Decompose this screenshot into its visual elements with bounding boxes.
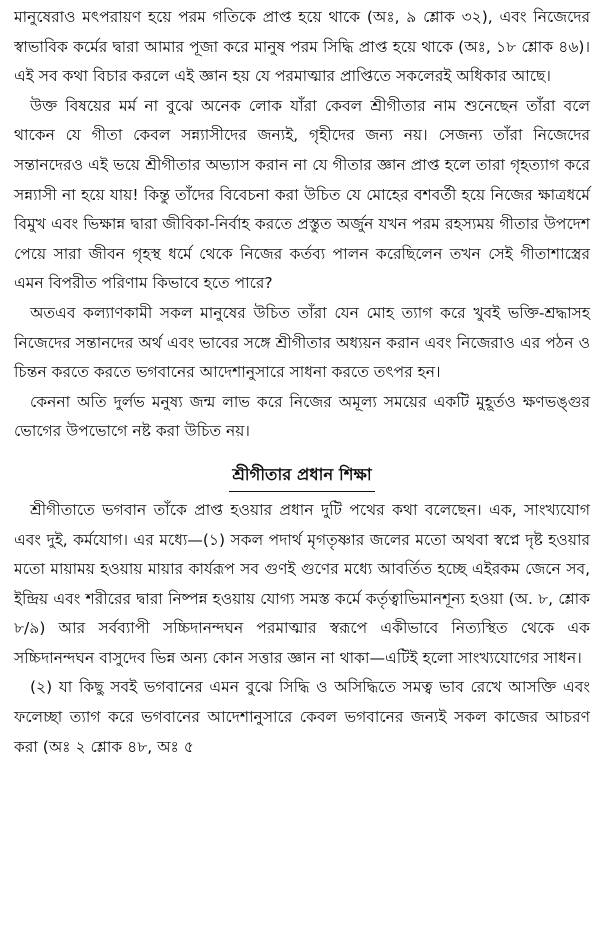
paragraph-human-birth: কেননা অতি দুর্লভ মনুষ্য জন্ম লাভ করে নিজের অমূল্য সময়ের একটি মুহূর্তও ক্ষণভঙ্গুর ভোগের উপভোগে নষ্ট করা উচিত নয়। [14, 392, 590, 441]
section-body-two [14, 496, 590, 762]
section-heading-wrap [14, 459, 590, 492]
paragraph-two-paths: শ্রীগীতাতে ভগবান তাঁকে প্রাপ্ত হওয়ার প্রধান দুটি পথের কথা বলেছেন। এক, সাংখ্যযোগ এবং দুই, কর্মযোগ। এর মধ্যে—(১) সকল পদার্থ মৃগতৃষ্ণার জলের মতো অথবা স্বপ্নে দৃষ্ট হওয়ার মতো মায়াময় হওয়ায় মায়ার কার্যরূপ সব গুণই গুণের মধ্যে আবর্তিত হচ্ছে এইরকম জেনে সব, ইন্দ্রিয় এবং শরীরের দ্বারা নিষ্পন্ন হওয়ায় যোগ্য সমস্ত কর্মে কর্তৃত্বাভিমানশূন্য হওয়া (অ. ৮, শ্লোক ৮/৯) আর সর্বব্যাপী সচ্চিদানন্দঘন পরমাত্মার স্বরূপে একীভাবে নিত্যস্থিত থেকে এক সচ্চিদানন্দঘন বাসুদেব ভিন্ন অন্য কোন সত্তার জ্ঞান না থাকা—এটিই হলো সাংখ্যযোগের সাধন। [14, 500, 590, 667]
paragraph-gita-misconception: উক্ত বিষয়ের মর্ম না বুঝে অনেক লোক যাঁরা কেবল শ্রীগীতার নাম শুনেছেন তাঁরা বলে থাকেন যে গীতা কেবল সন্ন্যাসীদের জন্যই, গৃহীদের জন্য নয়। সেজন্য তাঁরা নিজেদের সন্তানদেরও এই ভয়ে শ্রীগীতার অভ্যাস করান না যে গীতার জ্ঞান প্রাপ্ত হলে তারা গৃহত্যাগ করে সন্ন্যাসী না হয়ে যায়! কিন্তু তাঁদের বিবেচনা করা উচিত যে মোহের বশবর্তী হয়ে নিজের ক্ষাত্রধর্মে বিমুখ এবং ভিক্ষান্ন দ্বারা জীবিকা-নির্বাহ করতে প্রস্তুত অর্জুন যখন পরম রহস্যময় গীতার উপদেশ পেয়ে সারা জীবন গৃহস্থ ধর্মে থেকে নিজের কর্তব্য পালন করেছিলেন তখন সেই গীতাশাস্ত্রের এমন বিপরীত পরিণাম কিভাবে হতে পারে? [14, 96, 590, 293]
paragraph-advice: অতএব কল্যাণকামী সকল মানুষের উচিত তাঁরা যেন মোহ ত্যাগ করে খুবই ভক্তি-শ্রদ্ধাসহ নিজেদের সন্তানদের অর্থ এবং ভাবের সঙ্গে শ্রীগীতার অধ্যয়ন করান এবং নিজেরাও এর পঠন ও চিন্তন করতে করতে ভগবানের আদেশানুসারে সাধনা করতে তৎপর হন। [14, 303, 590, 382]
section-body [14, 0, 590, 447]
paragraph-continuation: মানুষেরাও মৎপরায়ণ হয়ে পরম গতিকে প্রাপ্ত হয়ে থাকে (অঃ, ৯ শ্লোক ৩২), এবং নিজেদের স্বাভাবিক কর্মের দ্বারা আমার পূজা করে মানুষ পরম সিদ্ধি প্রাপ্ত হয়ে থাকে (অঃ, ১৮ শ্লোক ৪৬)। এই সব কথা বিচার করলে এই জ্ঞান হয় যে পরমাত্মার প্রাপ্তিতে সকলেরই অধিকার আছে। [14, 8, 590, 86]
paragraph-karmayoga: (২) যা কিছু সবই ভগবানের এমন বুঝে সিদ্ধি ও অসিদ্ধিতে সমত্ব ভাব রেখে আসক্তি এবং ফলেচ্ছা ত্যাগ করে ভগবানের আদেশানুসারে কেবল ভগবানের জন্যই সকল কাজের আচরণ করা (অঃ ২ শ্লোক ৪৮, অঃ ৫ [14, 678, 590, 756]
section-heading: শ্রীগীতার প্রধান শিক্ষা [229, 459, 374, 492]
